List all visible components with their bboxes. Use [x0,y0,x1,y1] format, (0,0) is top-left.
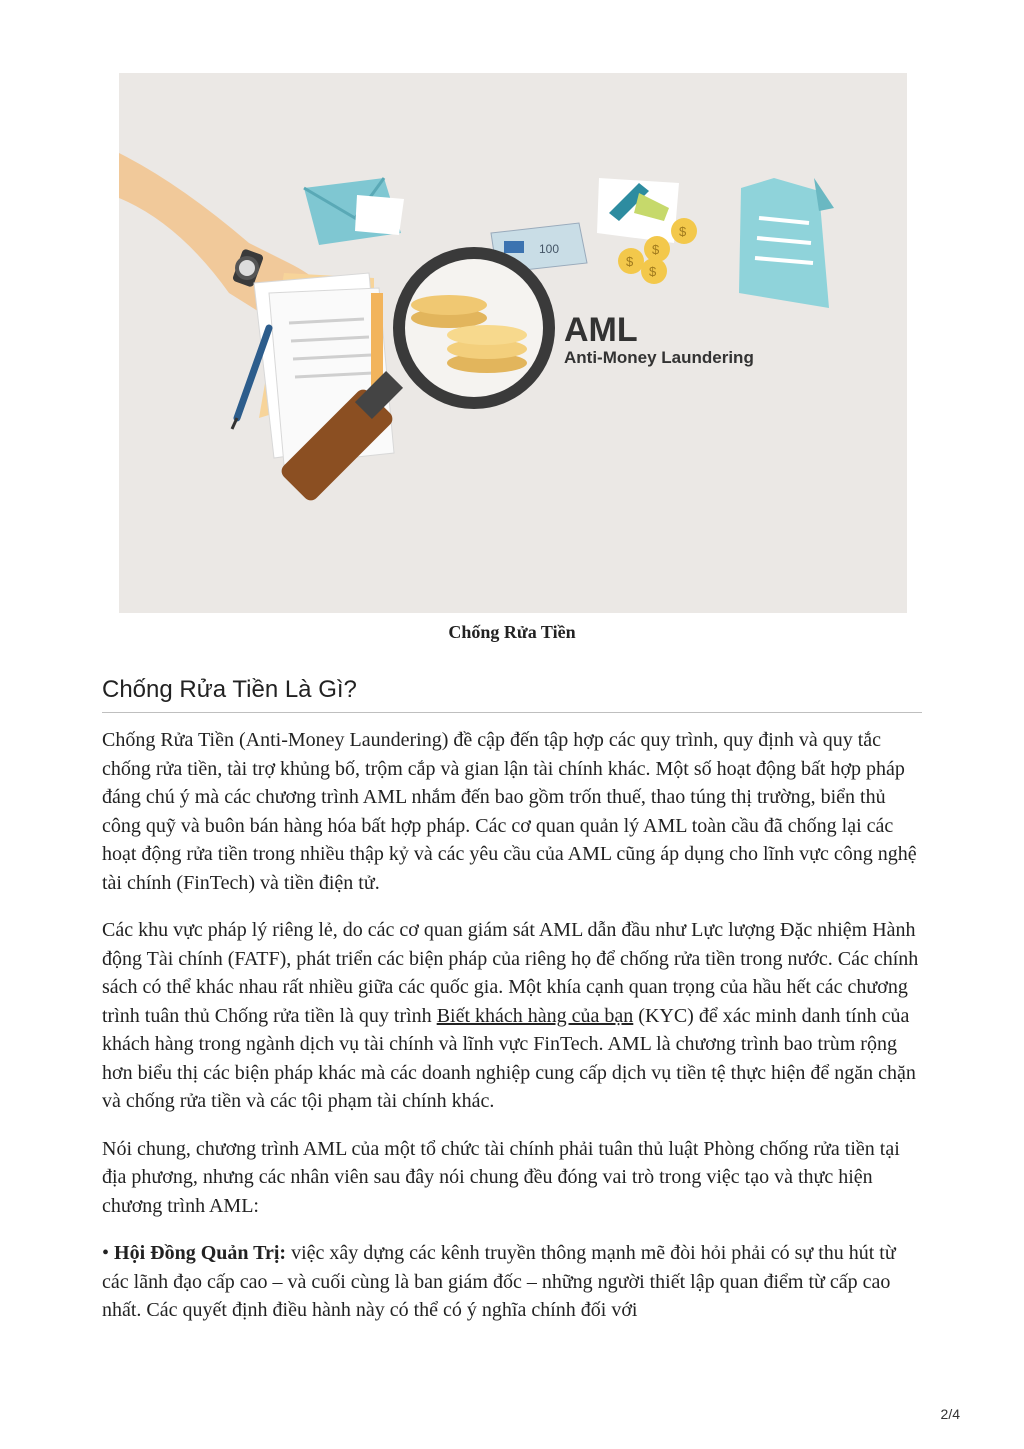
coin-symbol: $ [649,264,657,279]
aml-illustration [119,73,907,613]
form-document-icon [739,178,834,308]
marker-icon [597,178,679,243]
bullet-marker: • [102,1242,115,1264]
banknote-value: 100 [539,242,560,256]
kyc-link[interactable]: Biết khách hàng của bạn [436,1004,634,1027]
paragraph-3: Nói chung, chương trình AML của một tổ chức tài chính phải tuân thủ luật Phòng chống rửa tiền tại địa phương, nhưng các nhân viên sau đây nói chung đều đóng vai trò trong việc tạo và thực hiện chương trình AML: [102,1137,900,1217]
coin-symbol: $ [652,242,660,257]
coin-symbol: $ [626,254,634,269]
paragraph-2-text-before: Các khu vực pháp lý riêng lẻ, do các cơ quan giám sát AML dẫn đầu như Lực lượng Đặc nhiệm Hành động Tài chính (FATF), phát triển các biện pháp của riêng họ để chống rửa tiền trong nước. Các chính sách có thể khác nhau rất nhiều giữa các quốc gia. Một khía cạnh quan trọng của hầu hết các chương trình tuân thủ Chống rửa tiền là quy trình [102,919,919,1027]
section-heading: Chống Rửa Tiền Là Gì? [102,676,922,713]
page-number: 2/4 [940,1406,960,1422]
bullet-term: Hội Đồng Quản Trị: [114,1242,287,1264]
paragraph-2 [102,916,924,1116]
paragraph-2-text-after: (KYC) để xác minh danh tính của khách hàng trong ngành dịch vụ tài chính và lĩnh vực FinTech. AML là chương trình bao trùm rộng hơn biểu thị các biện pháp khác mà các doanh nghiệp cung cấp dịch vụ tiền tệ thực hiện để ngăn chặn và chống rửa tiền và các tội phạm tài chính khác. [102,1004,916,1112]
aml-illustration-graphic [119,73,907,613]
paragraph-1: Chống Rửa Tiền (Anti-Money Laundering) đề cập đến tập hợp các quy trình, quy định và quy tắc chống rửa tiền, tài trợ khủng bố, trộm cắp và gian lận tài chính khác. Một số hoạt động bất hợp pháp đáng chú ý mà các chương trình AML nhắm đến bao gồm trốn thuế, thao túng thị trường, biển thủ công quỹ và buôn bán hàng hóa bất hợp pháp. Các cơ quan quản lý AML toàn cầu đã chống lại các hoạt động rửa tiền trong nhiều thập kỷ và các yêu cầu của AML cũng áp dụng cho lĩnh vực công nghệ tài chính (FinTech) và tiền điện tử. [102,729,917,894]
envelope-icon [304,178,404,245]
bullet-description: việc xây dựng các kênh truyền thông mạnh mẽ đòi hỏi phải có sự thu hút từ các lãnh đạo cấp cao – và cuối cùng là ban giám đốc – những người thiết lập quan điểm từ cấp cao nhất. Các quyết định điều hành này có thể có ý nghĩa chính đối với [102,1242,896,1321]
aml-title: AML [564,311,638,349]
figure-caption: Chống Rửa Tiền [448,622,576,642]
aml-subtitle: Anti-Money Laundering [564,348,754,367]
coin-symbol: $ [679,224,687,239]
bullet-board-of-directors [102,1239,924,1325]
article-body [102,726,924,1344]
